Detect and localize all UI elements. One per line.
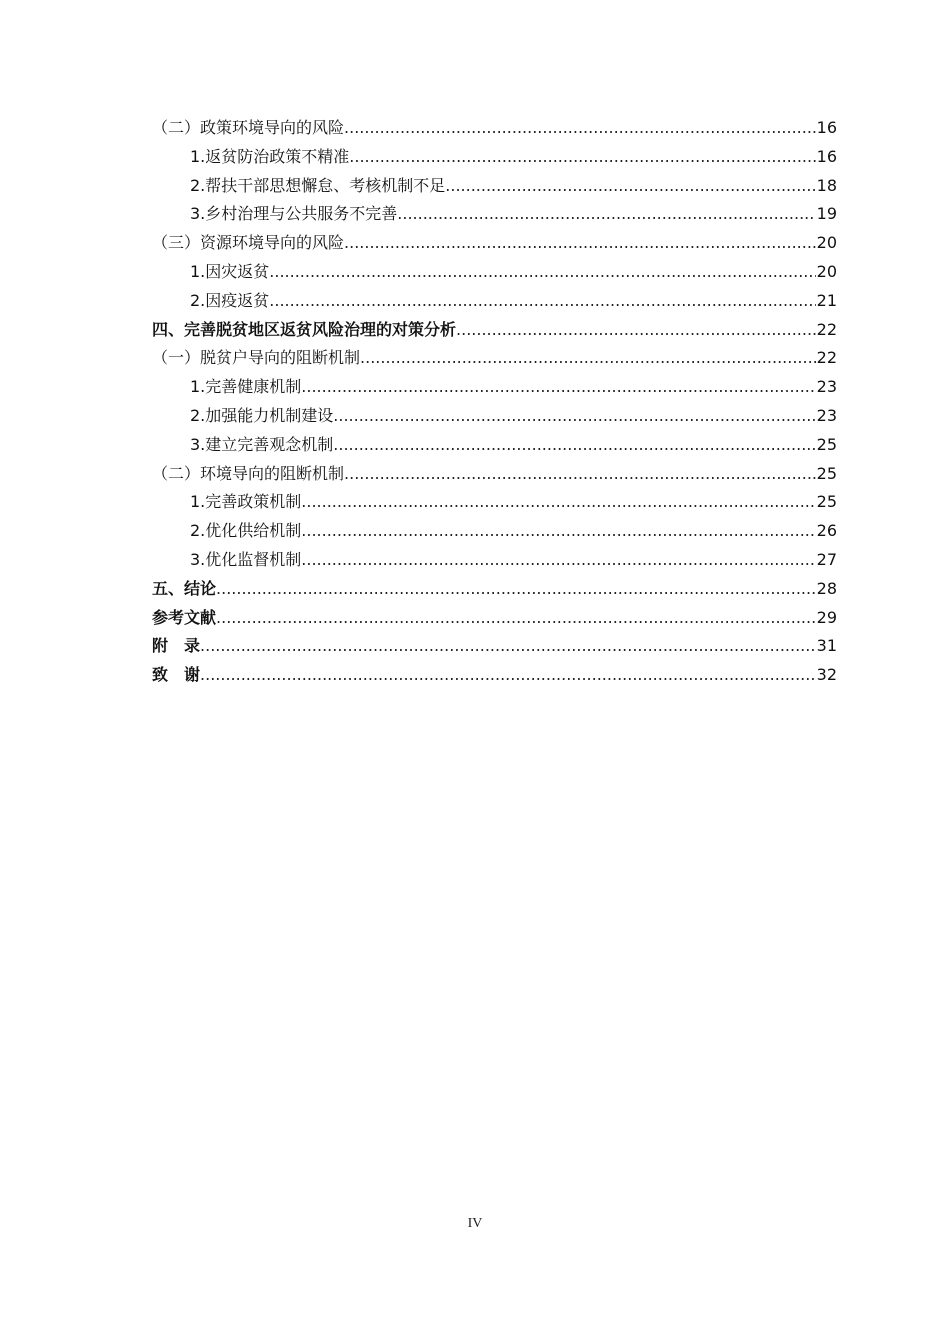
toc-entry[interactable] (152, 200, 837, 229)
toc-entry-page-number: 27 (816, 549, 837, 569)
toc-dot-leader (301, 546, 815, 575)
toc-dot-leader (301, 517, 815, 546)
toc-entry-page-number: 25 (816, 463, 837, 483)
toc-entry[interactable] (152, 546, 837, 575)
toc-entry[interactable] (152, 229, 837, 258)
toc-entry-title: 3.乡村治理与公共服务不完善 (190, 204, 398, 224)
toc-entry-page-number: 23 (816, 405, 837, 425)
toc-entry-page-number: 21 (816, 290, 837, 310)
toc-dot-leader (344, 460, 816, 489)
toc-entry-page-number: 25 (816, 492, 837, 512)
toc-entry[interactable] (152, 143, 837, 172)
toc-dot-leader (333, 402, 815, 431)
toc-dot-leader (301, 488, 815, 517)
toc-entry-page-number: 16 (816, 146, 837, 166)
toc-entry-page-number: 22 (816, 319, 837, 339)
toc-entry-title: 四、完善脱贫地区返贫风险治理的对策分析 (152, 319, 457, 339)
toc-entry-page-number: 16 (816, 118, 837, 137)
toc-dot-leader (216, 604, 816, 633)
toc-entry-title: （二）政策环境导向的风险 (152, 118, 345, 137)
toc-entry[interactable] (152, 661, 837, 690)
toc-entry-page-number: 23 (816, 377, 837, 397)
toc-entry-page-number: 18 (816, 175, 837, 195)
toc-dot-leader (269, 287, 815, 316)
toc-entry-title: 1.完善健康机制 (190, 377, 302, 397)
toc-entry[interactable] (152, 258, 837, 287)
toc-dot-leader (200, 632, 816, 661)
toc-entry-title: 2.优化供给机制 (190, 521, 302, 541)
toc-entry-title: 2.帮扶干部思想懈怠、考核机制不足 (190, 175, 446, 195)
toc-entry[interactable] (152, 373, 837, 402)
toc-entry-page-number: 25 (816, 434, 837, 454)
toc-entry[interactable] (152, 488, 837, 517)
toc-dot-leader (360, 344, 816, 373)
toc-entry[interactable] (152, 431, 837, 460)
toc-dot-leader (344, 114, 816, 143)
toc-dot-leader (397, 200, 815, 229)
toc-dot-leader (344, 229, 816, 258)
toc-dot-leader (349, 143, 815, 172)
toc-entry-page-number: 32 (816, 665, 837, 685)
toc-entry-title: （二）环境导向的阻断机制 (152, 463, 345, 483)
toc-entry[interactable] (152, 344, 837, 373)
toc-entry-page-number: 20 (816, 233, 837, 253)
toc-entry[interactable] (152, 114, 837, 143)
toc-entry-title: （三）资源环境导向的风险 (152, 233, 345, 253)
toc-dot-leader (456, 316, 816, 345)
toc-entry-page-number: 31 (816, 636, 837, 656)
toc-entry-title: 致 谢 (152, 665, 201, 685)
toc-entry-page-number: 26 (816, 521, 837, 541)
toc-dot-leader (301, 373, 815, 402)
toc-entry-page-number: 20 (816, 261, 837, 281)
toc-entry[interactable] (152, 316, 837, 345)
toc-dot-leader (445, 172, 815, 201)
toc-entry[interactable] (152, 604, 837, 633)
toc-dot-leader (200, 661, 816, 690)
toc-entry-title: 2.因疫返贫 (190, 290, 270, 310)
toc-entry-title: 1.完善政策机制 (190, 492, 302, 512)
toc-entry[interactable] (152, 517, 837, 546)
toc-entry-title: 五、结论 (152, 578, 217, 598)
table-of-contents (152, 114, 837, 690)
toc-entry-title: 1.因灾返贫 (190, 261, 270, 281)
toc-entry-page-number: 22 (816, 348, 837, 368)
toc-entry-page-number: 29 (816, 607, 837, 627)
toc-dot-leader (333, 431, 815, 460)
toc-entry[interactable] (152, 172, 837, 201)
toc-entry-page-number: 28 (816, 578, 837, 598)
toc-entry-title: 3.优化监督机制 (190, 549, 302, 569)
toc-entry-title: 3.建立完善观念机制 (190, 434, 334, 454)
toc-entry[interactable] (152, 287, 837, 316)
toc-entry-page-number: 19 (816, 204, 837, 224)
toc-entry-title: （一）脱贫户导向的阻断机制 (152, 348, 361, 368)
toc-entry[interactable] (152, 632, 837, 661)
toc-entry-title: 参考文献 (152, 607, 217, 627)
toc-entry[interactable] (152, 402, 837, 431)
toc-entry-title: 2.加强能力机制建设 (190, 405, 334, 425)
toc-entry[interactable] (152, 460, 837, 489)
toc-dot-leader (269, 258, 815, 287)
toc-entry[interactable] (152, 575, 837, 604)
toc-entry-title: 附 录 (152, 636, 201, 656)
toc-entry-title: 1.返贫防治政策不精准 (190, 146, 350, 166)
toc-dot-leader (216, 575, 816, 604)
page-number: IV (467, 1216, 483, 1231)
